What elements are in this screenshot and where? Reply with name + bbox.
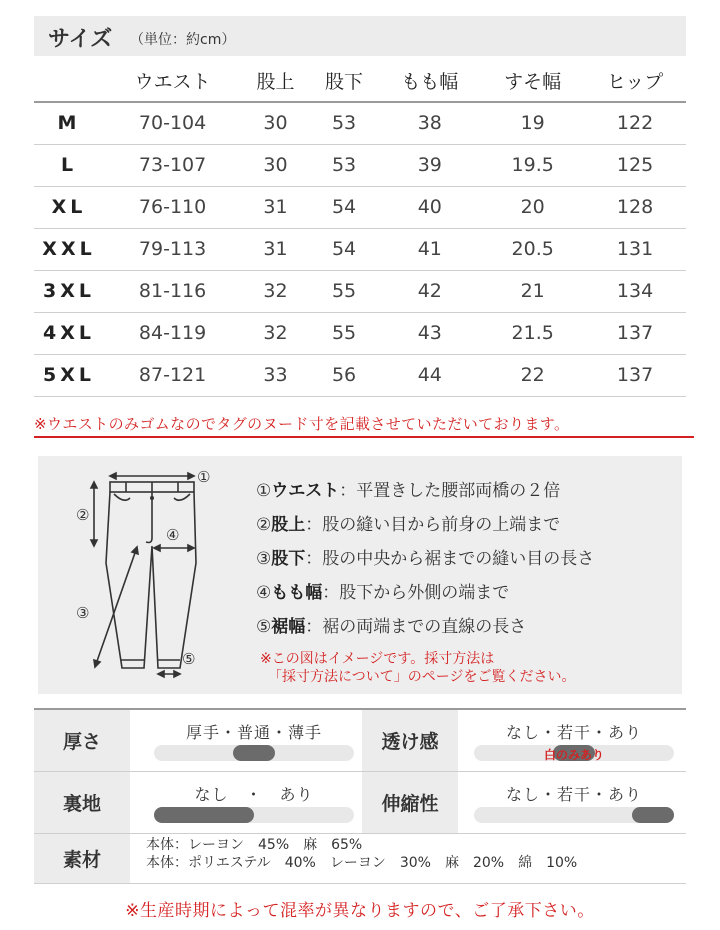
cell-hip: 122 [584, 102, 686, 144]
waist-note: ※ウエストのみゴムなのでタグのヌード寸を記載させていただいております。 [34, 413, 694, 438]
cell-hem: 19 [481, 102, 584, 144]
cell-rise: 31 [241, 186, 310, 228]
spec-row-material [34, 834, 686, 884]
definition-inseam [256, 544, 594, 578]
cell-hem: 21 [481, 270, 584, 312]
material-line: 本体：レーヨン 45% 麻 65% [146, 837, 363, 853]
cell-rise: 32 [241, 312, 310, 354]
cell-thigh: 41 [378, 228, 481, 270]
definition-hem [256, 612, 594, 646]
sheerness-sub-note: 白のみあり [543, 748, 604, 762]
table-row [34, 102, 686, 144]
diagram-note-line-1: ※この図はイメージです。採寸方法は [260, 651, 495, 667]
cell-waist: 81-116 [104, 270, 241, 312]
table-row [34, 270, 686, 312]
diagram-note [260, 650, 575, 686]
def-number: ⑤ [256, 617, 272, 637]
stretch-label: 伸縮性 [362, 772, 458, 833]
cell-rise: 30 [241, 144, 310, 186]
measurement-diagram-panel [38, 456, 682, 694]
def-number: ③ [256, 549, 272, 569]
thickness-bar [154, 745, 354, 761]
cell-hem: 20.5 [481, 228, 584, 270]
cell-thigh: 44 [378, 354, 481, 396]
cell-thigh: 40 [378, 186, 481, 228]
size-label: 5XL [34, 354, 104, 396]
size-unit: （単位：約cm） [130, 32, 236, 48]
lining-label: 裏地 [34, 772, 130, 833]
size-label: XL [34, 186, 104, 228]
header-rise: 股上 [241, 60, 310, 102]
cell-hip: 131 [584, 228, 686, 270]
cell-hip: 137 [584, 354, 686, 396]
cell-waist: 79-113 [104, 228, 241, 270]
header-hem: すそ幅 [481, 60, 584, 102]
header-inseam: 股下 [310, 60, 379, 102]
size-label: M [34, 102, 104, 144]
lining-options: なし ・ あり [194, 785, 314, 804]
measurement-definitions [256, 476, 594, 646]
material-composition [146, 836, 577, 872]
header-hip: ヒップ [584, 60, 686, 102]
def-term: ウエスト [271, 481, 340, 501]
def-number: ① [256, 481, 272, 501]
cell-hem: 19.5 [481, 144, 584, 186]
diagram-note-line-2: 「採寸方法について」のページをご覧ください。 [268, 669, 576, 685]
size-label: 4XL [34, 312, 104, 354]
cell-hip: 134 [584, 270, 686, 312]
def-term: もも幅 [271, 583, 323, 603]
cell-waist: 84-119 [104, 312, 241, 354]
def-number: ④ [256, 583, 272, 603]
size-label: XXL [34, 228, 104, 270]
cell-thigh: 39 [378, 144, 481, 186]
inseam-arrow [96, 550, 136, 664]
marker-4: ④ [166, 526, 180, 544]
cell-waist: 76-110 [104, 186, 241, 228]
cell-thigh: 43 [378, 312, 481, 354]
table-row [34, 186, 686, 228]
cell-thigh: 42 [378, 270, 481, 312]
size-label: L [34, 144, 104, 186]
spec-row-1 [34, 710, 686, 772]
def-term: 股上 [271, 515, 306, 535]
marker-2: ② [76, 506, 90, 524]
def-term: 股下 [271, 549, 306, 569]
def-desc: ：平置きした腰部両橋の２倍 [339, 481, 561, 501]
cell-inseam: 54 [310, 228, 379, 270]
cell-rise: 33 [241, 354, 310, 396]
header-waist: ウエスト [104, 60, 241, 102]
marker-1: ① [197, 468, 211, 486]
fabric-spec-table [34, 708, 686, 884]
def-desc: ：股下から外側の端まで [322, 583, 510, 603]
cell-inseam: 54 [310, 186, 379, 228]
cell-hip: 125 [584, 144, 686, 186]
lining-bar [154, 807, 354, 823]
def-desc: ：股の縫い目から前身の上端まで [305, 515, 561, 535]
definition-rise [256, 510, 594, 544]
table-row [34, 312, 686, 354]
stretch-indicator [632, 807, 674, 823]
definition-waist [256, 476, 594, 510]
cell-inseam: 53 [310, 144, 379, 186]
cell-rise: 30 [241, 102, 310, 144]
thickness-indicator [233, 745, 275, 761]
table-row [34, 354, 686, 396]
def-term: 裾幅 [271, 617, 306, 637]
cell-inseam: 56 [310, 354, 379, 396]
cell-hem: 21.5 [481, 312, 584, 354]
stretch-bar [474, 807, 674, 823]
def-desc: ：股の中央から裾までの縫い目の長さ [305, 549, 595, 569]
cell-rise: 32 [241, 270, 310, 312]
cell-inseam: 55 [310, 270, 379, 312]
size-table [34, 60, 686, 397]
sheerness-options: なし・若干・あり [505, 723, 642, 742]
stretch-options: なし・若干・あり [505, 785, 642, 804]
size-title-bar [34, 16, 686, 56]
definition-thigh [256, 578, 594, 612]
cell-thigh: 38 [378, 102, 481, 144]
material-line: 本体：ポリエステル 40% レーヨン 30% 麻 20% 綿 10% [146, 855, 578, 871]
cell-hem: 22 [481, 354, 584, 396]
size-header-empty [34, 60, 104, 102]
pants-button [150, 496, 154, 500]
marker-5: ⑤ [182, 650, 196, 668]
size-title: サイズ [48, 27, 113, 52]
thickness-options: 厚手・普通・薄手 [185, 723, 322, 742]
header-thigh: もも幅 [378, 60, 481, 102]
lining-indicator [154, 807, 254, 823]
cell-inseam: 53 [310, 102, 379, 144]
cell-waist: 73-107 [104, 144, 241, 186]
cell-inseam: 55 [310, 312, 379, 354]
def-desc: ：裾の両端までの直線の長さ [305, 617, 527, 637]
pants-diagram [74, 468, 254, 683]
table-row [34, 228, 686, 270]
pants-outline [106, 492, 196, 668]
thickness-label: 厚さ [34, 710, 130, 771]
marker-3: ③ [76, 604, 90, 622]
material-label: 素材 [34, 834, 130, 883]
cell-hip: 137 [584, 312, 686, 354]
sheerness-bar [474, 745, 674, 761]
mix-ratio-note: ※生産時期によって混率が異なりますので、ご了承下さい。 [125, 901, 595, 921]
size-label: 3XL [34, 270, 104, 312]
sheerness-label: 透け感 [362, 710, 458, 771]
table-row [34, 144, 686, 186]
cell-rise: 31 [241, 228, 310, 270]
cell-hip: 128 [584, 186, 686, 228]
spec-row-2 [34, 772, 686, 834]
def-number: ② [256, 515, 272, 535]
size-table-header [34, 60, 686, 102]
cell-waist: 87-121 [104, 354, 241, 396]
cell-waist: 70-104 [104, 102, 241, 144]
cell-hem: 20 [481, 186, 584, 228]
